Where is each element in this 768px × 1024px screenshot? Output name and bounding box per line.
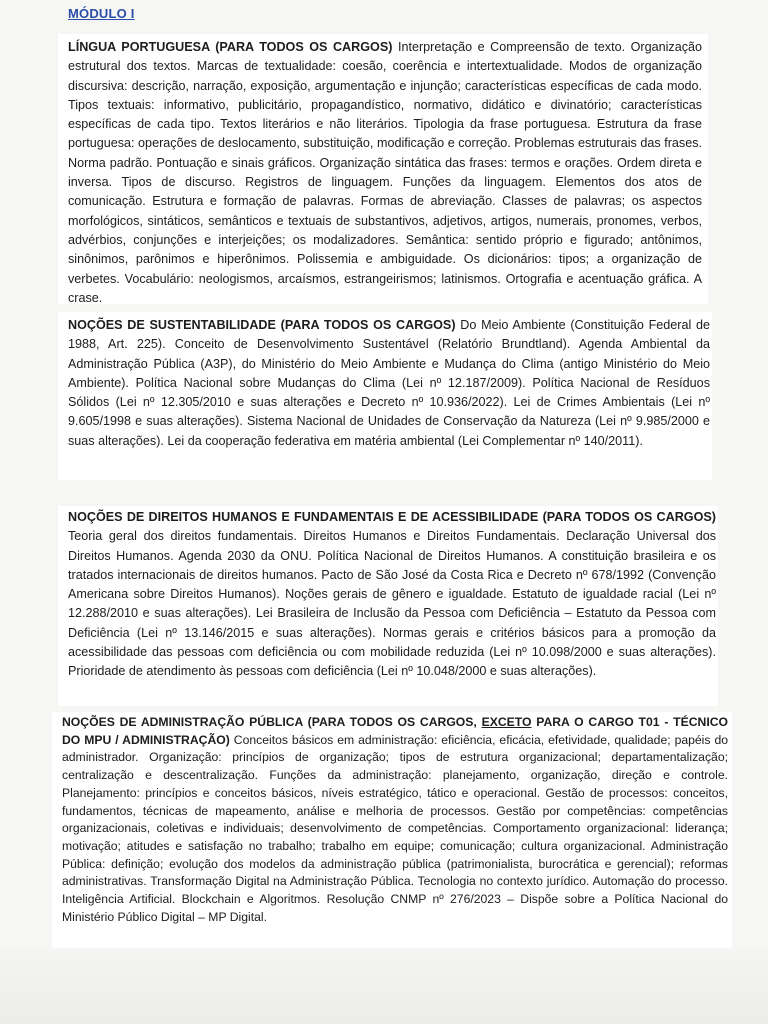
page-bottom-shadow [0,950,768,1024]
section-heading: NOÇÕES DE DIREITOS HUMANOS E FUNDAMENTAIS E DE ACESSIBILIDADE (PARA TODOS OS CARGOS) [68,510,716,524]
section-administracao-publica [0,712,768,948]
section-body: Teoria geral dos direitos fundamentais. Direitos Humanos e Direitos Fundamentais. Declaração Universal dos Direitos Humanos. Agenda 2030 da ONU. Política Nacional de Direitos Humanos. A constituição brasileira e os tratados internacionais de direitos humanos. Pacto de São José da Costa Rica e Decreto nº 678/1992 (Convenção Americana sobre Direitos Humanos). Noções gerais de gênero e igualdade. Estatuto de igualdade racial (Lei nº 12.288/2010 e suas alterações). Lei Brasileira de Inclusão da Pessoa com Deficiência – Estatuto da Pessoa com Deficiência (Lei nº 13.146/2015 e suas alterações). Normas gerais e critérios básicos para a promoção da acessibilidade das pessoas com deficiência ou com mobilidade reduzida (Lei nº 10.098/2000 e suas alterações). Prioridade de atendimento às pessoas com deficiência (Lei nº 10.048/2000 e suas alterações). [68,529,716,679]
section-text [0,312,768,451]
section-heading-exception: EXCETO [481,715,532,729]
section-text [0,712,768,926]
section-heading-suffix: PARA O CARGO T01 - TÉCNICO DO MPU / ADMINISTRAÇÃO) [62,715,728,747]
section-body: Do Meio Ambiente (Constituição Federal de 1988, Art. 225). Conceito de Desenvolvimento Sustentável (Relatório Brundtland). Agenda Ambiental da Administração Pública (A3P), do Ministério do Meio Ambiente e Mudança do Clima (antigo Ministério do Meio Ambiente). Política Nacional sobre Mudanças do Clima (Lei nº 12.187/2009). Política Nacional de Resíduos Sólidos (Lei nº 12.305/2010 e suas alterações e Decreto nº 10.936/2022). Lei de Crimes Ambientais (Lei nº 9.605/1998 e suas alterações). Sistema Nacional de Unidades de Conservação da Natureza (Lei nº 9.985/2000 e suas alterações). Lei da cooperação federativa em matéria ambiental (Lei Complementar nº 140/2011). [68,318,711,448]
section-direitos-humanos [0,506,768,706]
module-title: MÓDULO I [68,6,135,21]
section-heading-prefix: NOÇÕES DE ADMINISTRAÇÃO PÚBLICA (PARA TODOS OS CARGOS, [62,715,482,729]
section-sustentabilidade [0,312,768,480]
section-heading: NOÇÕES DE SUSTENTABILIDADE (PARA TODOS OS CARGOS) [68,318,456,332]
section-lingua-portuguesa [0,34,768,304]
section-heading: LÍNGUA PORTUGUESA (PARA TODOS OS CARGOS) [68,40,393,54]
section-body: Interpretação e Compreensão de texto. Organização estrutural dos textos. Marcas de textualidade: coesão, coerência e intertextualidade. Modos de organização discursiva: descrição, narração, exposição, argumentação e injunção; características específicas de cada modo. Tipos textuais: informativo, publicitário, propagandístico, normativo, didático e divinatório; características específicas de cada tipo. Textos literários e não literários. Tipologia da frase portuguesa. Estrutura da frase portuguesa: operações de deslocamento, substituição, modificação e correção. Problemas estruturais das frases. Norma padrão. Pontuação e sinais gráficos. Organização sintática das frases: termos e orações. Ordem direta e inversa. Tipos de discurso. Registros de linguagem. Funções da linguagem. Elementos dos atos de comunicação. Estrutura e formação de palavras. Formas de abreviação. Classes de palavras; os aspectos morfológicos, sintáticos, semânticos e textuais de substantivos, adjetivos, artigos, numerais, pronomes, verbos, advérbios, conjunções e interjeições; os modalizadores. Semântica: sentido próprio e figurado; antônimos, sinônimos, parônimos e hiperônimos. Polissemia e ambiguidade. Os dicionários: tipos; a organização de verbetes. Vocabulário: neologismos, arcaísmos, estrangeirismos; latinismos. Ortografia e acentuação gráfica. A crase. [68,40,703,305]
section-body: Conceitos básicos em administração: eficiência, eficácia, efetividade, qualidade; papéis do administrador. Organização: princípios de organização; tipos de estrutura organizacional; departamentalização; centralização e descentralização. Funções da administração: planejamento, organização, direção e controle. Planejamento: princípios e conceitos básicos, níveis estratégico, tático e operacional. Gestão de processos: conceitos, fundamentos, técnicas de mapeamento, análise e melhoria de processos. Gestão por competências: competências organizacionais, coletivas e individuais; desenvolvimento de competências. Comportamento organizacional: liderança; motivação; atitudes e satisfação no trabalho; trabalho em equipe; comunicação; cultura organizacional. Administração Pública: definição; evolução dos modelos da administração pública (patrimonialista, burocrática e gerencial); reformas administrativas. Transformação Digital na Administração Pública. Tecnologia no contexto jurídico. Automação do processo. Inteligência Artificial. Blockchain e Algoritmos. Resolução CNMP nº 276/2023 – Dispõe sobre a Política Nacional do Ministério Público Digital – MP Digital. [62,732,728,924]
section-text [0,34,768,308]
section-text [0,506,768,682]
